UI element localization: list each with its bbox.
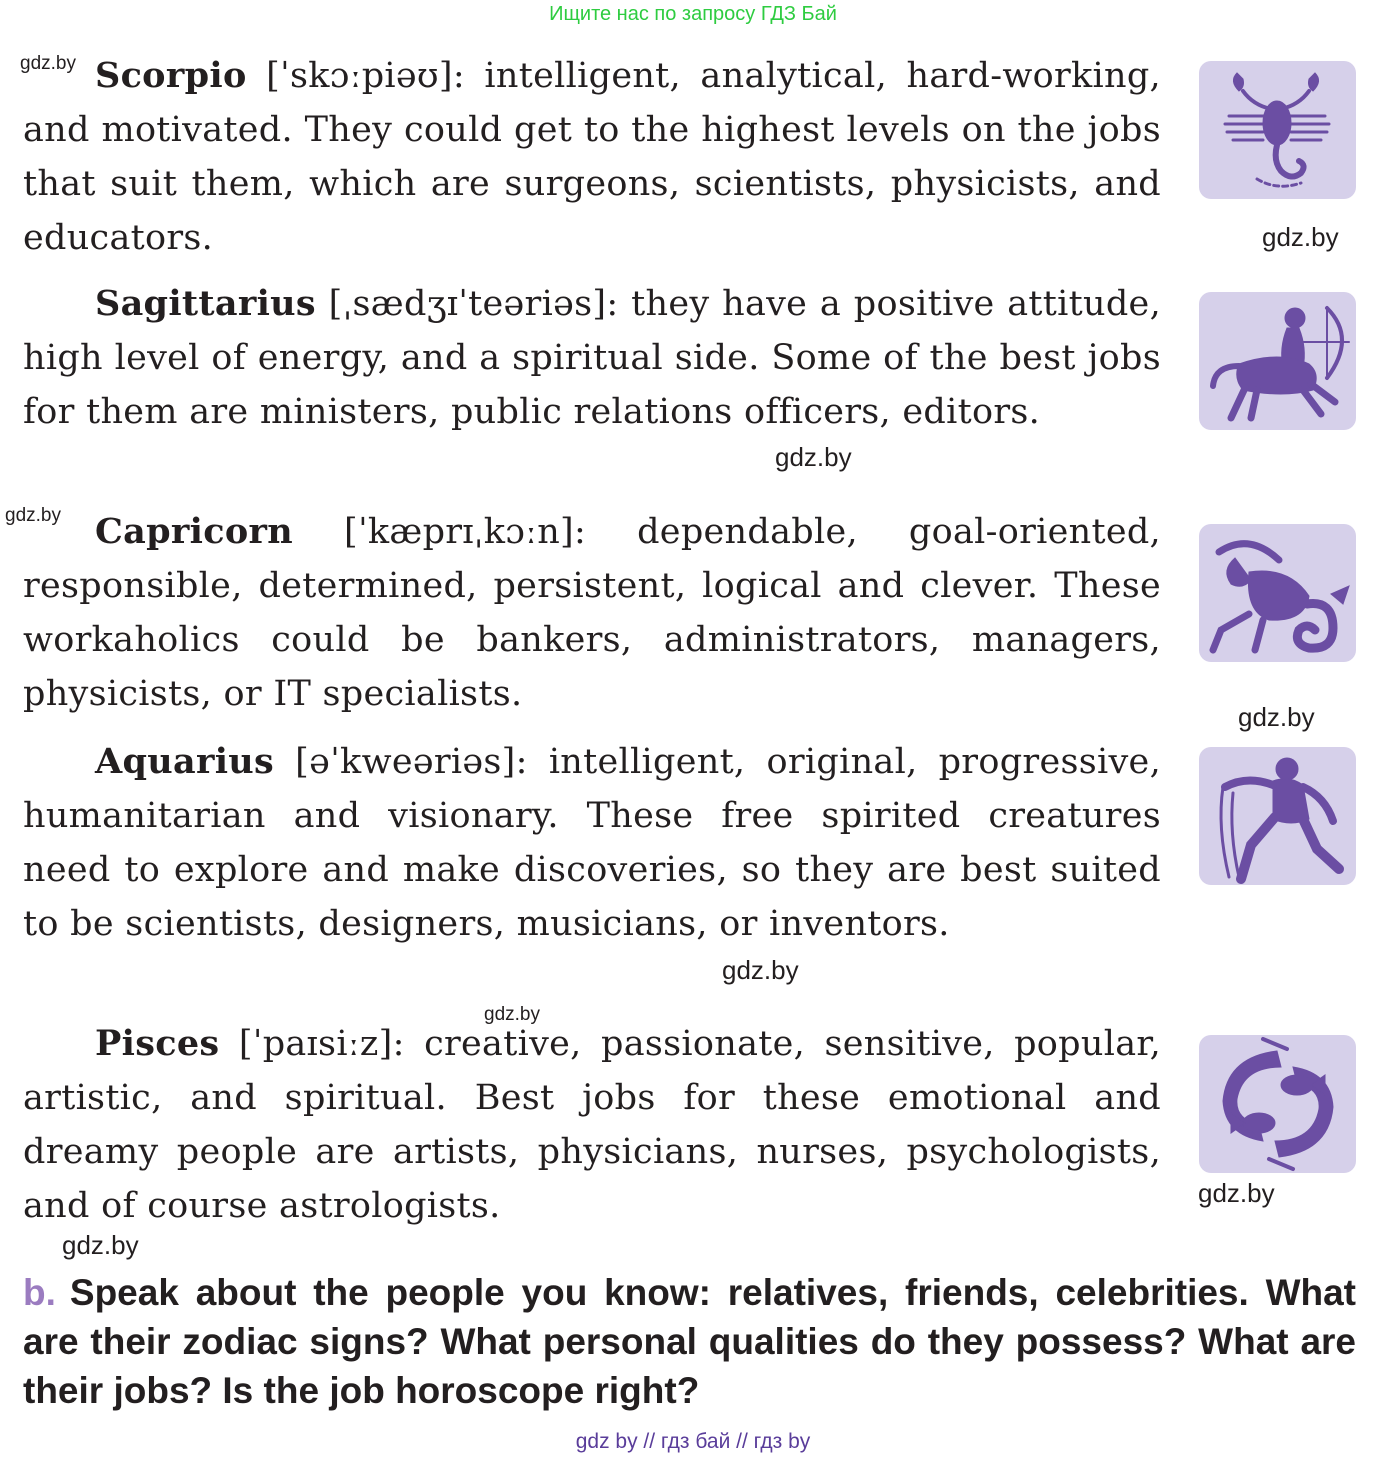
sign-name: Scorpio [95,55,247,96]
watermark: gdz.by [722,955,799,985]
aquarius-icon [1199,747,1356,885]
watermark: gdz.by [775,442,852,472]
transcription: [əˈkweəriəs] [295,742,516,782]
entry-capricorn [23,505,1161,721]
watermark: gdz.by [484,1004,540,1025]
task-letter: b. [23,1272,56,1313]
footer-watermark: gdz by // гдз бай // гдз by [575,1430,811,1453]
description: : intelligent, original, progressive, humanitarian and visionary. These free spirited creatures need to explore and make discoveries, so they are best suited to be scientists, designers, musicians, or inventors. [23,742,1161,944]
description: : they have a positive attitude, high level of energy, and a spiritual side. Some of the best jobs for them are ministers, public relations officers, editors. [23,284,1161,432]
sign-name: Aquarius [95,741,275,782]
description: : intelligent, analytical, hard-working, and motivated. They could get to the highest levels on the jobs that suit them, which are surgeons, scientists, physicists, and educators. [23,56,1161,258]
task-text: Speak about the people you know: relatives, friends, celebrities. What are their zodiac signs? What personal qualities do they possess? What are their jobs? Is the job horoscope right? [23,1272,1356,1411]
pisces-icon [1199,1035,1356,1173]
entry-scorpio [23,49,1161,265]
sagittarius-icon [1199,292,1356,430]
scorpio-icon [1199,61,1356,199]
watermark: gdz.by [1238,702,1315,732]
task-b [23,1268,1356,1415]
watermark: gdz.by [20,53,76,74]
sign-name: Pisces [95,1023,220,1064]
watermark: gdz.by [5,505,61,526]
watermark: gdz.by [1198,1178,1275,1208]
transcription: [ˌsædʒɪˈteəriəs] [328,284,607,324]
transcription: [ˈpaɪsiːz] [238,1024,393,1064]
transcription: [ˈskɔːpiəʊ] [266,56,453,96]
sign-name: Capricorn [95,511,293,552]
entry-aquarius [23,735,1161,951]
description: : creative, passionate, sensitive, popular, artistic, and spiritual. Best jobs for these emotional and dreamy people are artists, physicians, nurses, psychologists, and of course astrologists. [23,1024,1161,1226]
capricorn-icon [1199,524,1356,662]
top-banner: Ищите нас по запросу ГДЗ Бай [549,3,837,25]
sign-name: Sagittarius [95,283,316,324]
watermark: gdz.by [62,1230,139,1260]
description: : dependable, goal-oriented, responsible, determined, persistent, logical and clever. These workaholics could be bankers, administrators, managers, physicists, or IT specialists. [23,512,1161,714]
entry-pisces [23,1017,1161,1233]
entry-sagittarius [23,277,1161,439]
watermark: gdz.by [1262,222,1339,252]
transcription: [ˈkæprɪˌkɔːn] [343,512,575,552]
